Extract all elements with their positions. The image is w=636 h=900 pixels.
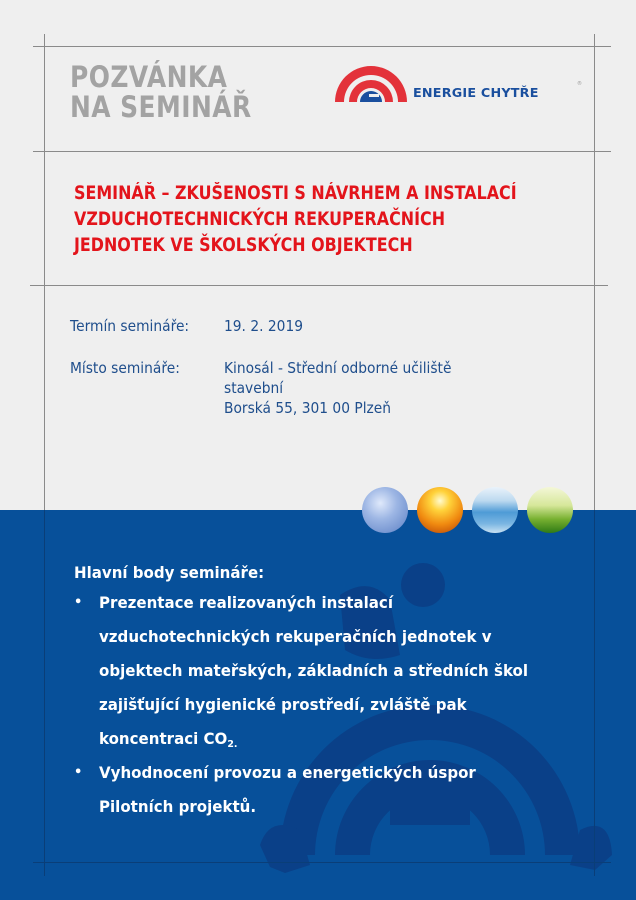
date-label: Termín semináře: bbox=[70, 317, 190, 335]
frame-line-left bbox=[44, 34, 45, 510]
co2-subscript: 2. bbox=[227, 739, 238, 750]
seminar-headline bbox=[74, 181, 517, 259]
rainbow-logo-icon bbox=[333, 64, 409, 102]
bullet-1-line-4: zajišťující hygienické prostředí, zvláště pak bbox=[99, 695, 467, 714]
frame-line-left-lower bbox=[44, 510, 45, 876]
title-line-1: POZVÁNKA bbox=[70, 60, 228, 94]
invitation-title bbox=[70, 62, 252, 122]
frame-line-right-lower bbox=[594, 510, 595, 876]
title-line-2: NA SEMINÁŘ bbox=[70, 90, 252, 124]
co2-text: koncentraci CO bbox=[99, 729, 228, 748]
frame-line-bottom bbox=[33, 862, 611, 863]
frame-line-header-bottom bbox=[33, 151, 611, 152]
frame-line-right bbox=[594, 34, 595, 510]
headline-line-3: JEDNOTEK VE ŠKOLSKÝCH OBJEKTECH bbox=[74, 235, 413, 256]
logo-wordmark: ENERGIE CHYTŘE bbox=[413, 85, 539, 100]
bullet-icon: • bbox=[74, 765, 83, 780]
energie-chytre-logo bbox=[333, 64, 593, 104]
date-value: 19. 2. 2019 bbox=[224, 317, 304, 335]
place-line-2: stavební bbox=[224, 379, 284, 397]
sky-icon bbox=[362, 487, 408, 533]
bullet-1-line-3: objektech mateřských, základních a středních škol bbox=[99, 661, 529, 680]
headline-line-1: SEMINÁŘ – ZKUŠENOSTI S NÁVRHEM A INSTALACÍ bbox=[74, 183, 517, 204]
place-line-3: Borská 55, 301 00 Plzeň bbox=[224, 399, 392, 417]
registered-mark: ® bbox=[577, 81, 582, 87]
bullet-1-line-5 bbox=[99, 729, 237, 750]
bullet-2-line-2: Pilotních projektů. bbox=[99, 797, 257, 816]
place-label: Místo semináře: bbox=[70, 359, 180, 377]
frame-line-headline-bottom bbox=[30, 285, 608, 286]
place-line-1: Kinosál - Střední odborné učiliště bbox=[224, 359, 452, 377]
bullet-icon: • bbox=[74, 595, 83, 610]
bullet-1-line-2: vzduchotechnických rekuperačních jednotek v bbox=[99, 627, 492, 646]
sun-icon bbox=[417, 487, 463, 533]
bullet-2-line-1: Vyhodnocení provozu a energetických úspor bbox=[99, 763, 476, 782]
frame-line-top bbox=[33, 46, 611, 47]
headline-line-2: VZDUCHOTECHNICKÝCH REKUPERAČNÍCH bbox=[74, 209, 446, 230]
main-points bbox=[74, 563, 529, 816]
main-points-heading: Hlavní body semináře: bbox=[74, 563, 265, 582]
bullet-1-line-1: Prezentace realizovaných instalací bbox=[99, 593, 394, 612]
grass-icon bbox=[527, 487, 573, 533]
water-icon bbox=[472, 487, 518, 533]
